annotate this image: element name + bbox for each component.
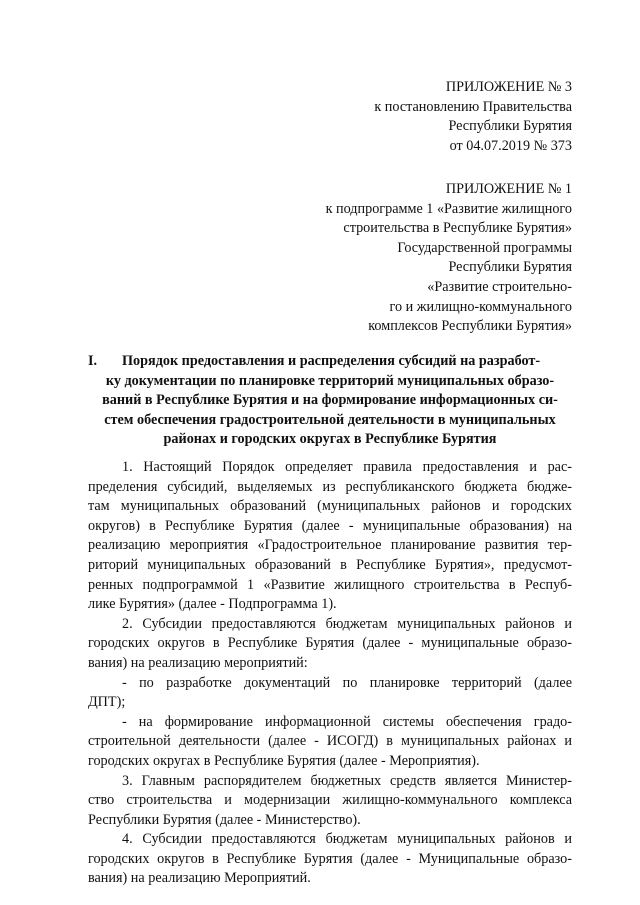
paragraph-1-line: лике Бурятия» (далее - Подпрограмма 1). <box>88 596 337 613</box>
appendix-1-line: комплексов Республики Бурятия» <box>368 318 572 335</box>
list-item-line: городских округах в Республике Бурятия (далее - Мероприятия). <box>88 752 480 769</box>
appendix-3-line: к постановлению Правительства <box>374 98 572 115</box>
appendix-1-line: го и жилищно-коммунального <box>389 298 572 315</box>
list-item-line: ДПТ); <box>88 694 126 711</box>
paragraph-1-line: реализацию мероприятия «Градостроительное планирование развития тер- <box>88 537 572 554</box>
paragraph-1-line: ренных подпрограммой 1 «Развитие жилищного строительства в Респуб- <box>88 576 572 593</box>
document-body <box>88 458 572 889</box>
appendix-3-date: от 04.07.2019 № 373 <box>449 137 572 154</box>
list-item-line: - по разработке документаций по планировке территорий (далее <box>122 674 572 691</box>
list-item-line: - на формирование информационной системы обеспечения градо- <box>122 713 572 730</box>
appendix-1-line: Государственной программы <box>397 239 572 256</box>
appendix-1-line: «Развитие строительно- <box>427 278 572 295</box>
paragraph-4-line: 4. Субсидии предоставляются бюджетам муниципальных районов и <box>122 831 572 848</box>
appendix-1-title: ПРИЛОЖЕНИЕ № 1 <box>445 181 572 197</box>
paragraph-4-line: вания) на реализацию Мероприятий. <box>88 870 311 887</box>
paragraph-2-line: вания) на реализацию мероприятий: <box>88 654 308 671</box>
appendix-1-line: к подпрограмме 1 «Развитие жилищного <box>325 200 572 217</box>
paragraph-3-line: 3. Главным распорядителем бюджетных средств является Министер- <box>122 772 572 789</box>
list-item-line: строительной деятельности (далее - ИСОГД) в муниципальных районах и <box>88 733 572 750</box>
appendix-1-line: строительства в Республике Бурятия» <box>343 220 572 237</box>
paragraph-1-line: пределения субсидий, выделяемых из республиканского бюджета бюдже- <box>88 478 572 495</box>
appendix-1-header <box>326 180 572 337</box>
section-title-line: ваний в Республике Бурятия и на формирование информационных си- <box>102 392 558 409</box>
paragraph-2-line: городских округов в Республике Бурятия (далее - муниципальные образо- <box>88 635 572 652</box>
paragraph-3-line: Республики Бурятия (далее - Министерство). <box>88 811 361 828</box>
section-heading <box>88 352 572 450</box>
appendix-3-title: ПРИЛОЖЕНИЕ № 3 <box>445 79 572 95</box>
section-title-line: районах и городских округах в Республике Бурятия <box>163 431 497 448</box>
section-title-line: ку документации по планировке территорий муниципальных образо- <box>105 372 555 389</box>
section-title-line: Порядок предоставления и распределения субсидий на разработ- <box>122 353 541 369</box>
paragraph-2-line: 2. Субсидии предоставляются бюджетам муниципальных районов и <box>122 615 572 632</box>
paragraph-1-line: там муниципальных образований (муниципальных районов и городских <box>88 498 572 515</box>
appendix-3-header <box>374 78 572 156</box>
paragraph-3-line: ство строительства и модернизации жилищно-коммунального комплекса <box>88 792 572 809</box>
section-number: I. <box>88 353 98 369</box>
paragraph-4-line: городских округов в Республике Бурятия (далее - Муниципальные образо- <box>88 850 572 867</box>
section-title-line: стем обеспечения градостроительной деятельности в муниципальных <box>104 411 556 428</box>
appendix-1-line: Республики Бурятия <box>448 259 572 276</box>
paragraph-1-line: 1. Настоящий Порядок определяет правила предоставления и рас- <box>122 459 572 475</box>
paragraph-1-line: риторий муниципальных образований в Республике Бурятия», предусмот- <box>88 556 572 573</box>
appendix-3-line: Республики Бурятия <box>448 118 572 135</box>
paragraph-1-line: округов) в Республике Бурятия (далее - муниципальные образования) на <box>88 517 572 534</box>
